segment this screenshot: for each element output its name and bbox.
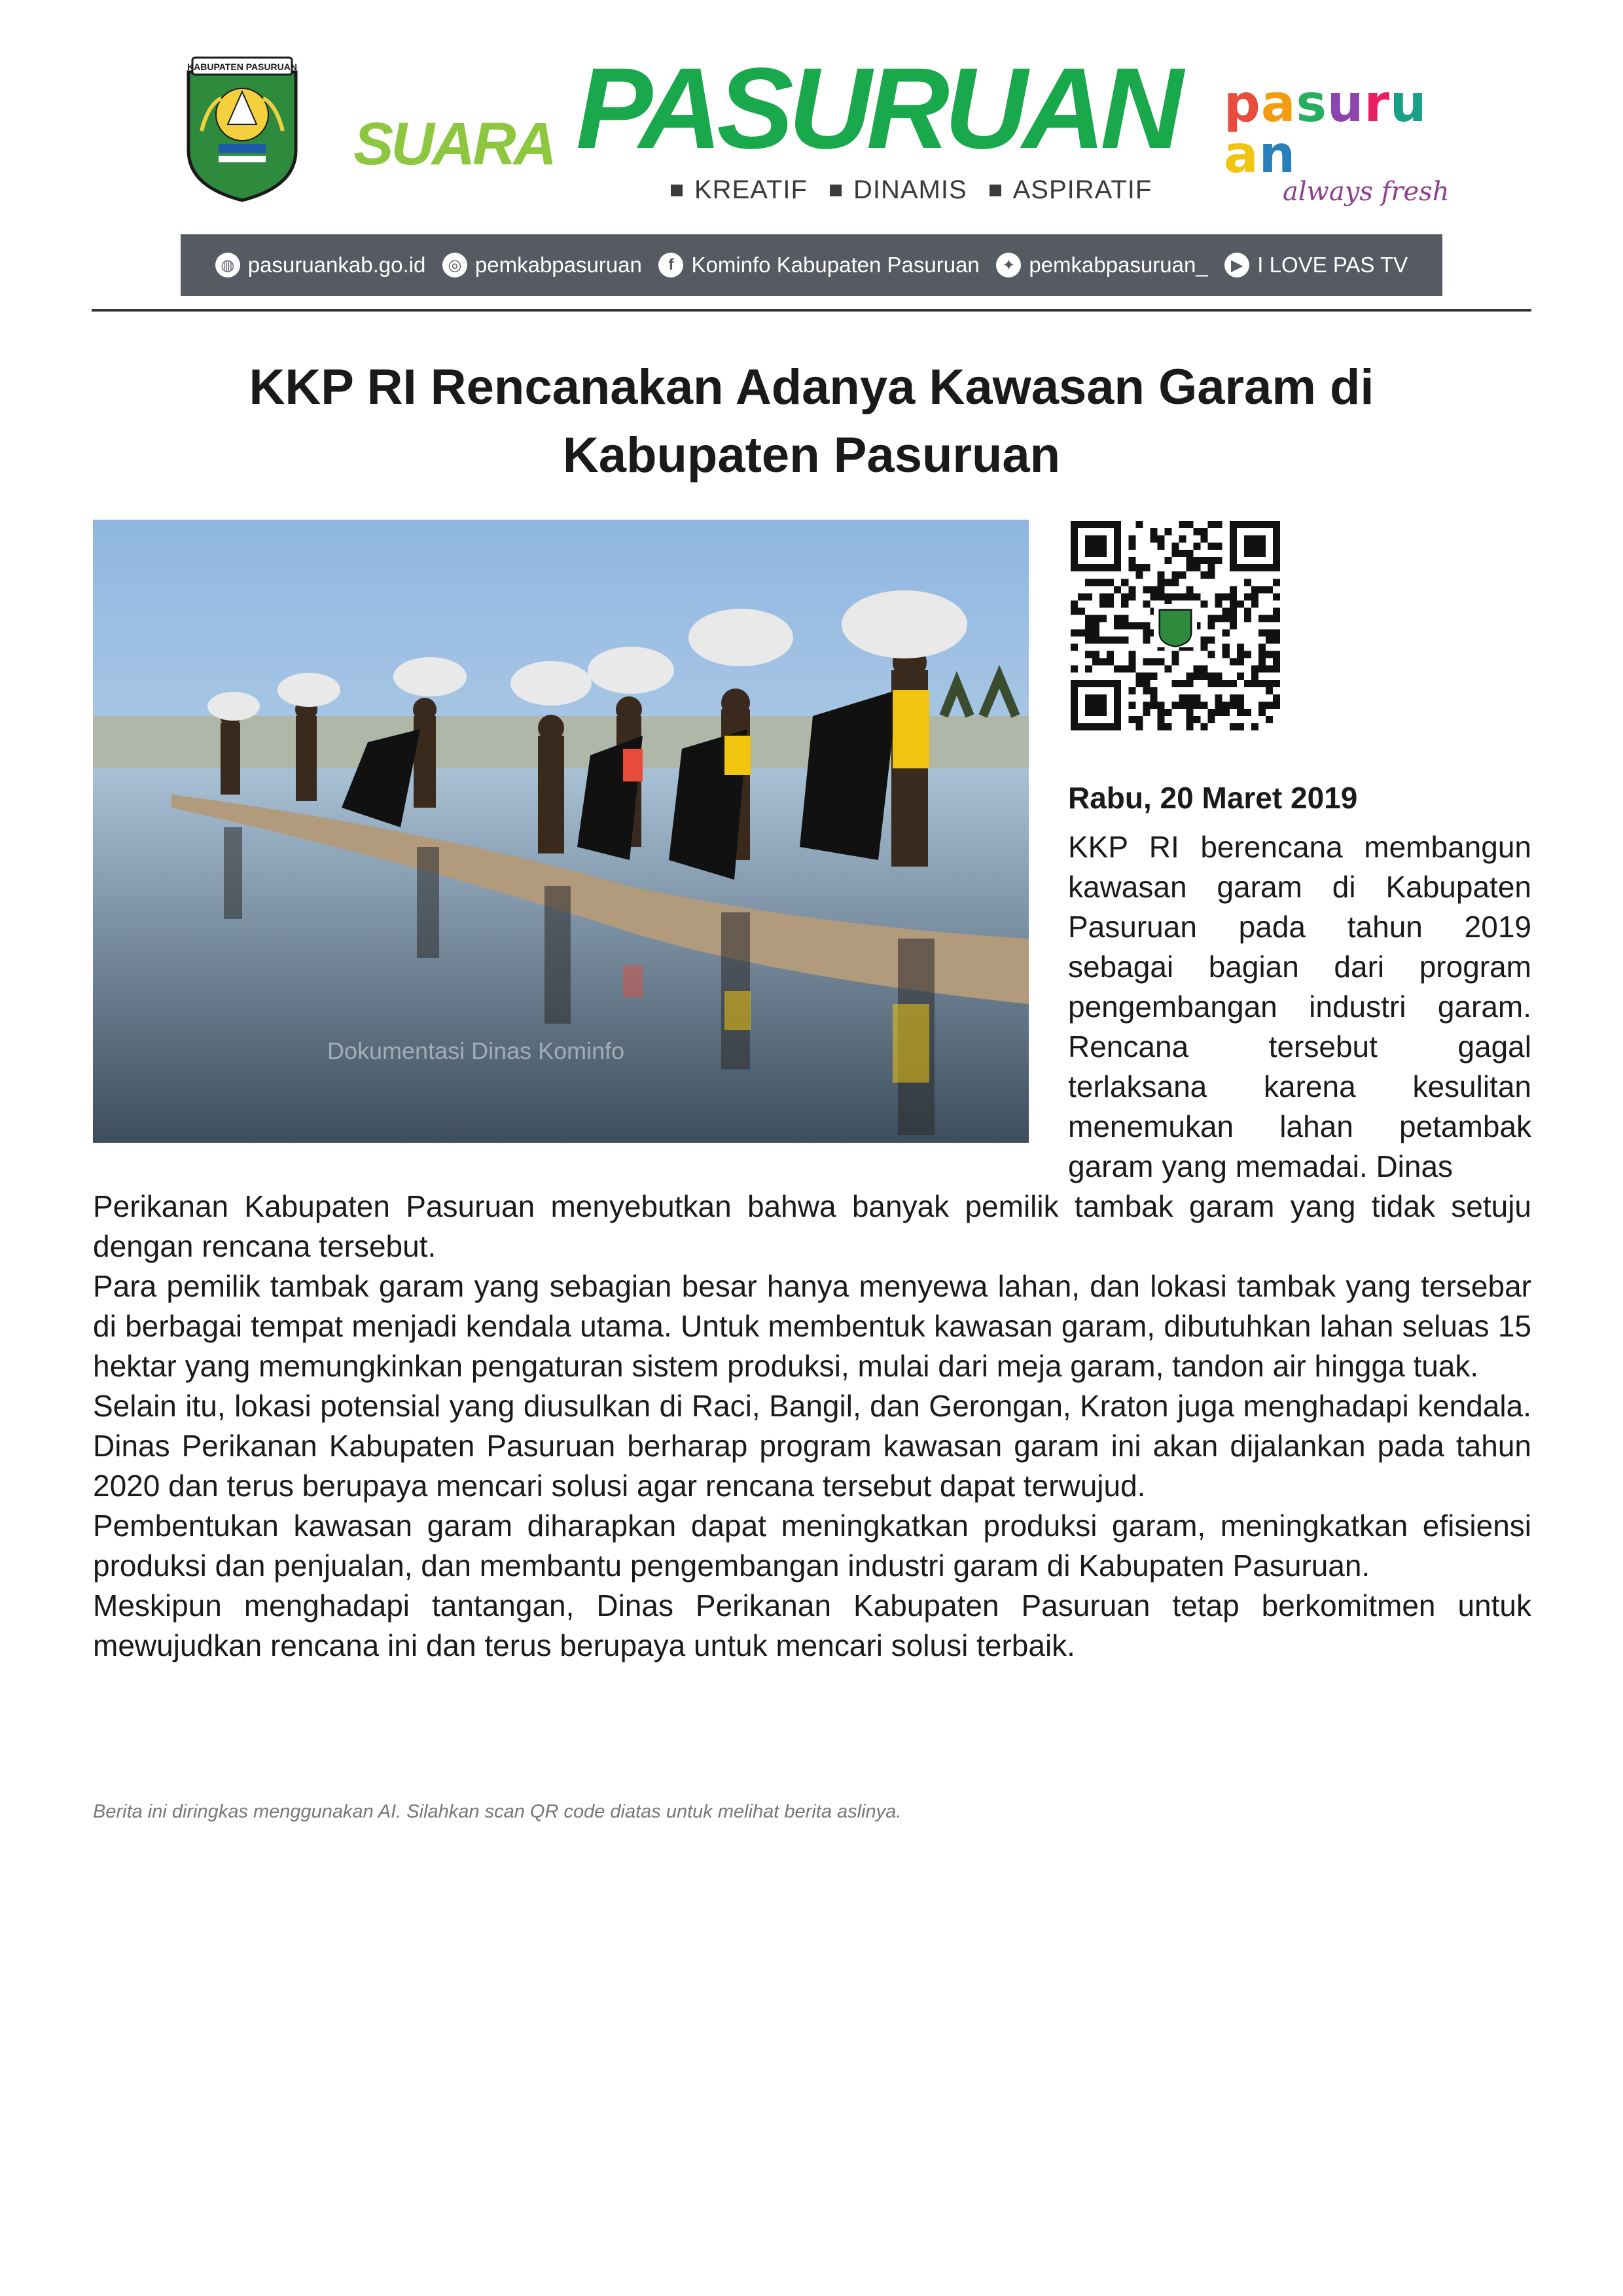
social-facebook[interactable]: f Kominfo Kabupaten Pasuruan	[658, 253, 979, 278]
instagram-icon: ◎	[442, 253, 467, 278]
pasuruan-always-fresh-logo	[1224, 75, 1453, 207]
social-youtube[interactable]: ▶ I LOVE PAS TV	[1224, 253, 1408, 278]
side-logo-word	[1224, 75, 1453, 185]
side-logo-letter: p	[1224, 75, 1261, 134]
side-logo-letter: a	[1224, 126, 1259, 185]
tagline-item: KREATIF	[671, 175, 808, 205]
youtube-icon: ▶	[1224, 253, 1249, 278]
ai-summary-footnote: Berita ini diringkas menggunakan AI. Silahkan scan QR code diatas untuk melihat berita aslinya.	[93, 1801, 902, 1822]
side-logo-letter: n	[1258, 126, 1296, 185]
photo-watermark: Dokumentasi Dinas Kominfo	[327, 1037, 625, 1064]
square-bullet-icon	[671, 185, 683, 196]
brand-suara-text: SUARA	[353, 111, 555, 177]
side-logo-letter: a	[1260, 75, 1296, 134]
qr-code[interactable]	[1071, 521, 1280, 730]
lead-paragraph-continued: Perikanan Kabupaten Pasuruan menyebutkan bahwa banyak pemilik tambak garam yang tidak setuju dengan rencana tersebut.	[93, 1189, 1531, 1263]
facebook-icon: f	[658, 253, 683, 278]
header-divider	[92, 309, 1531, 312]
body-paragraph: Meskipun menghadapi tantangan, Dinas Perikanan Kabupaten Pasuruan tetap berkomitmen untuk mewujudkan rencana ini dan terus berupaya untuk mencari solusi terbaik.	[93, 1588, 1531, 1662]
article-body	[93, 1266, 1531, 1666]
twitter-icon: ✦	[996, 253, 1021, 278]
side-logo-sub: always fresh	[1283, 177, 1450, 207]
square-bullet-icon	[990, 185, 1001, 196]
social-website[interactable]: ◍ pasuruankab.go.id	[215, 253, 426, 278]
tagline-item: ASPIRATIF	[990, 175, 1152, 205]
body-paragraph: Selain itu, lokasi potensial yang diusulkan di Raci, Bangil, dan Gerongan, Kraton juga menghadapi kendala. Dinas Perikanan Kabupaten Pasuruan berharap program kawasan garam ini akan dijalankan pada tahun 2020 dan terus berupaya mencari solusi agar rencana tersebut dapat terwujud.	[93, 1389, 1531, 1503]
brand-pasuruan-text: PASURUAN	[576, 45, 1179, 173]
globe-icon: ◍	[215, 253, 240, 278]
side-logo-letter: s	[1296, 75, 1327, 134]
social-instagram[interactable]: ◎ pemkabpasuruan	[442, 253, 642, 278]
side-logo-letter: u	[1389, 75, 1427, 134]
side-logo-letter: r	[1364, 75, 1390, 134]
crest-label: KABUPATEN PASURUAN	[187, 62, 297, 72]
social-media-bar	[181, 234, 1442, 296]
body-paragraph: Pembentukan kawasan garam diharapkan dapat meningkatkan produksi garam, meningkatkan efisiensi produksi dan penjualan, dan membantu pengembangan industri garam di Kabupaten Pasuruan.	[93, 1509, 1531, 1583]
side-logo-letter: u	[1327, 75, 1364, 134]
tagline-item: DINAMIS	[830, 175, 967, 205]
article-date: Rabu, 20 Maret 2019	[1068, 781, 1358, 815]
lead-paragraph-side: KKP RI berencana membangun kawasan garam di Kabupaten Pasuruan pada tahun 2019 sebagai bagian dari program pengembangan industri garam. Rencana tersebut gagal terlaksana karena kesulitan menemukan lahan petambak garam yang memadai. Dinas	[1068, 830, 1531, 1183]
regency-crest-logo	[182, 52, 302, 203]
social-twitter[interactable]: ✦ pemkabpasuruan_	[996, 253, 1207, 278]
body-paragraph: Para pemilik tambak garam yang sebagian besar hanya menyewa lahan, dan lokasi tambak yang tersebar di berbagai tempat menjadi kendala utama. Untuk membentuk kawasan garam, dibutuhkan lahan seluas 15 hektar yang memungkinkan pengaturan sistem produksi, mulai dari meja garam, tandon air hingga tuak.	[93, 1269, 1531, 1383]
tagline	[671, 175, 1152, 205]
article-headline: KKP RI Rencanakan Adanya Kawasan Garam di Kabupaten Pasuruan	[249, 359, 1374, 483]
square-bullet-icon	[830, 185, 842, 196]
